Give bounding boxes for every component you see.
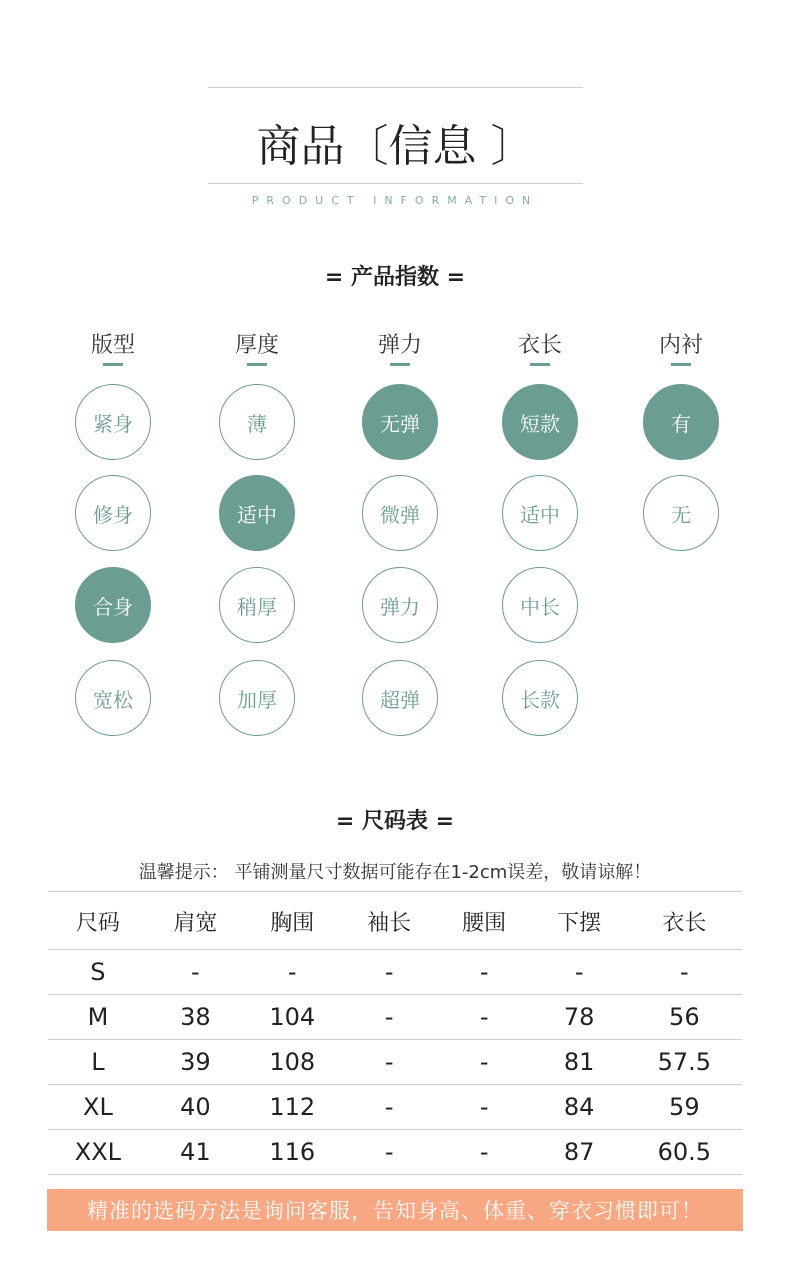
size-table-cell: L	[48, 1040, 148, 1085]
size-table-cell: M	[48, 995, 148, 1040]
header-top-rule	[208, 87, 583, 88]
size-table-cell: 104	[243, 995, 342, 1040]
size-table-row	[48, 1040, 742, 1085]
size-table-header-cell: 腰围	[437, 893, 532, 950]
size-table-cell: -	[437, 995, 532, 1040]
index-column-underline	[103, 363, 123, 366]
size-table-cell: 39	[148, 1040, 243, 1085]
size-table-row	[48, 1085, 742, 1130]
size-table-cell: -	[342, 950, 437, 995]
size-table-header-cell: 下摆	[532, 893, 627, 950]
index-option: 紧身	[75, 384, 151, 460]
index-column-underline	[247, 363, 267, 366]
size-table-cell: 84	[532, 1085, 627, 1130]
size-table-header-row	[48, 893, 742, 950]
size-table-cell: -	[342, 995, 437, 1040]
index-option: 超弹	[362, 660, 438, 736]
index-option-selected: 合身	[75, 567, 151, 643]
size-table-cell: -	[437, 1040, 532, 1085]
index-option: 无	[643, 475, 719, 551]
page-subtitle: PRODUCT INFORMATION	[251, 194, 539, 207]
index-option: 薄	[219, 384, 295, 460]
size-table-cell: 108	[243, 1040, 342, 1085]
table-top-rule	[48, 891, 742, 892]
measurement-note: 温馨提示： 平铺测量尺寸数据可能存在1-2cm误差，敬请谅解！	[138, 862, 652, 883]
size-table-row	[48, 950, 742, 995]
size-table-header-cell: 肩宽	[148, 893, 243, 950]
index-option: 加厚	[219, 660, 295, 736]
index-option-selected: 有	[643, 384, 719, 460]
size-table-cell: 87	[532, 1130, 627, 1175]
index-column-title: 衣长	[517, 333, 562, 358]
index-column-title: 弹力	[377, 333, 422, 358]
size-table-cell: -	[437, 950, 532, 995]
index-option-selected: 适中	[219, 475, 295, 551]
size-table-cell: 78	[532, 995, 627, 1040]
size-table-cell: 59	[627, 1085, 742, 1130]
size-table-cell: -	[342, 1085, 437, 1130]
index-option: 适中	[502, 475, 578, 551]
size-table-header-cell: 衣长	[627, 893, 742, 950]
index-option: 中长	[502, 567, 578, 643]
size-table-header-cell: 袖长	[342, 893, 437, 950]
index-option: 修身	[75, 475, 151, 551]
size-table-cell: -	[627, 950, 742, 995]
index-column-title: 版型	[90, 333, 135, 358]
size-table-cell: 41	[148, 1130, 243, 1175]
index-column-underline	[390, 363, 410, 366]
index-option: 宽松	[75, 660, 151, 736]
size-table-cell: -	[437, 1130, 532, 1175]
size-table-cell: 81	[532, 1040, 627, 1085]
size-table-cell: 38	[148, 995, 243, 1040]
index-column-underline	[530, 363, 550, 366]
size-chart-heading: = 尺码表 =	[335, 809, 455, 834]
size-table-cell: 60.5	[627, 1130, 742, 1175]
size-table-cell: -	[532, 950, 627, 995]
header-bottom-rule	[208, 183, 583, 184]
index-option: 稍厚	[219, 567, 295, 643]
index-option: 长款	[502, 660, 578, 736]
size-table-cell: -	[342, 1130, 437, 1175]
size-table-cell: -	[437, 1085, 532, 1130]
sizing-advice-banner: 精准的选码方法是询问客服，告知身高、体重、穿衣习惯即可！	[47, 1189, 743, 1231]
size-table-cell: 56	[627, 995, 742, 1040]
size-table-cell: S	[48, 950, 148, 995]
size-table-cell: -	[148, 950, 243, 995]
size-table-row	[48, 1130, 742, 1175]
page-title: 商品〔信息 〕	[256, 121, 535, 172]
size-table-cell: XXL	[48, 1130, 148, 1175]
size-table-header-cell: 尺码	[48, 893, 148, 950]
index-option-selected: 无弹	[362, 384, 438, 460]
size-table-row	[48, 995, 742, 1040]
index-column-underline	[671, 363, 691, 366]
size-table-cell: XL	[48, 1085, 148, 1130]
index-option: 微弹	[362, 475, 438, 551]
index-option-selected: 短款	[502, 384, 578, 460]
size-table-cell: 57.5	[627, 1040, 742, 1085]
product-index-heading: = 产品指数 =	[324, 265, 466, 290]
index-column-title: 厚度	[234, 333, 279, 358]
index-option: 弹力	[362, 567, 438, 643]
size-table-header-cell: 胸围	[243, 893, 342, 950]
size-table	[48, 893, 742, 1175]
size-table-cell: -	[342, 1040, 437, 1085]
size-table-cell: 116	[243, 1130, 342, 1175]
size-table-cell: -	[243, 950, 342, 995]
index-column-title: 内衬	[658, 333, 703, 358]
size-table-cell: 40	[148, 1085, 243, 1130]
size-table-cell: 112	[243, 1085, 342, 1130]
